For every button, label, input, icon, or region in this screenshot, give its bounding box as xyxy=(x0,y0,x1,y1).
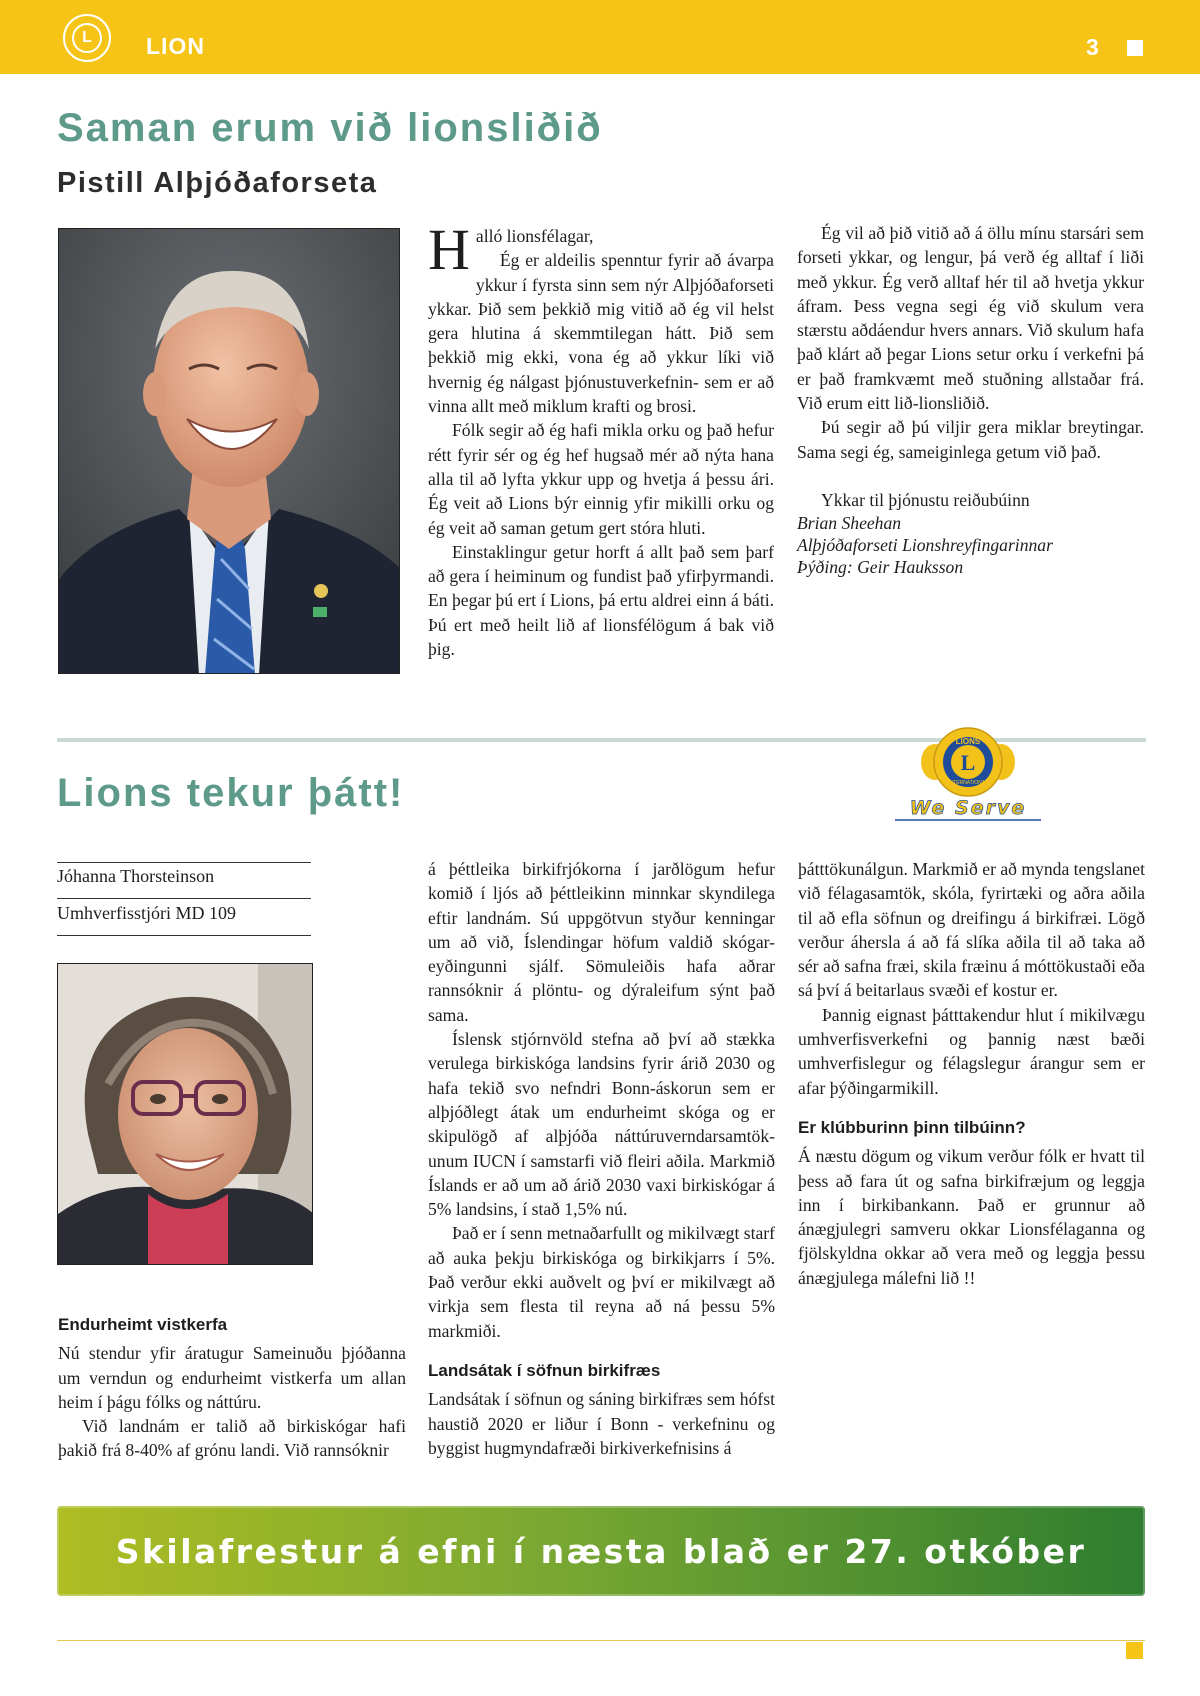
paragraph: á þéttleika birkifrjókorna í jarðlögum hefur komið í ljós að þéttleikinn minnkar skyndilega eftir landnám. Sú uppgötvun styður kenningar um að við, Íslendingar höfum valdið skógar-eyðingunni sjálf. Sömuleiðis hafa aðrar rannsóknir á plöntu- og dýraleifum sýnt það sama. xyxy=(428,859,775,1025)
article1-column-1 xyxy=(428,217,774,661)
article2-column-2 xyxy=(428,857,775,1460)
page-number: 3 xyxy=(1086,34,1099,60)
section-heading: Landsátak í söfnun birkifræs xyxy=(428,1360,661,1380)
author-portrait-photo xyxy=(57,963,313,1265)
paragraph: Einstaklingur getur horft á allt það sem þarf að gera í heiminum og fundist það yfirþyrmandi. En þegar þú ert í Lions, þá ertu aldrei einn á báti. Þú ert með heilt lið af lionsfélögum á bak við þig. xyxy=(428,541,774,660)
author-rule-top xyxy=(57,862,311,863)
paragraph: þátttökunálgun. Markmið er að mynda tengslanet við félagasamtök, skóla, fyrirtæki og aðra aðila til að efla söfnun og dreifingu á birkifræi. Lögð verður áhersla á að fá slíka aðila til að taka að sér að safna fræi, skila fræinu á móttökustaði eða sá því á beitarlaus svæði ef kostur er. xyxy=(798,859,1145,1001)
magazine-brand: LION xyxy=(146,33,205,59)
section-heading: Endurheimt vistkerfa xyxy=(58,1315,228,1334)
deadline-text: Skilafrestur á efni í næsta blað er 27. otkóber xyxy=(115,1531,1087,1571)
salutation: alló lionsfélagar, xyxy=(475,226,594,246)
article2-column-3 xyxy=(798,857,1145,1290)
signature-name: Brian Sheehan xyxy=(797,513,902,534)
paragraph: Nú stendur yfir áratugur Sameinuðu þjóðanna um verndun og endurheimt vistkerfa um allan heim í þágu fólks og náttúru. xyxy=(58,1343,406,1412)
page-marker-square xyxy=(1127,40,1143,56)
drop-cap: H xyxy=(428,217,470,282)
paragraph: Þú segir að þú viljir gera miklar breytingar. Sama segi ég, sameiginlega getum við það. xyxy=(797,417,1144,462)
author-role: Umhverfisstjóri MD 109 xyxy=(57,903,236,923)
footer-rule xyxy=(57,1640,1145,1641)
article1-subtitle: Pistill Alþjóðaforseta xyxy=(57,167,378,199)
deadline-banner xyxy=(57,1506,1145,1596)
article2-title: Lions tekur þátt! xyxy=(57,771,405,815)
paragraph: Það er í senn metnaðarfullt og mikilvægt starf að auka þekju birkiskóga og birkikjarrs í 5%. Það verður ekki auðvelt og því er mikilvægt að virkja sem flesta til reyna að ná þessu 5% markmiði. xyxy=(428,1223,775,1341)
author-rule-middle xyxy=(57,898,311,899)
closing-line: Ykkar til þjónustu reiðubúinn xyxy=(821,489,1030,510)
lions-we-serve-logo xyxy=(895,726,1041,826)
logo-letter: L xyxy=(960,750,976,775)
article2-column-1 xyxy=(58,1313,406,1463)
author-name: Jóhanna Thorsteinson xyxy=(57,866,215,886)
footer-marker-square xyxy=(1126,1642,1143,1659)
logo-ring-top: LIONS xyxy=(955,737,981,746)
president-portrait-photo xyxy=(58,228,400,674)
section-heading: Er klúbburinn þinn tilbúinn? xyxy=(798,1117,1026,1137)
paragraph: Ég vil að þið vitið að á öllu mínu starsári sem forseti ykkar, og lengur, þá verð ég alltaf í liði með ykkur. Ég verð alltaf hér til að hvetja ykkur áfram. Þess vegna segi ég við skulum vera stærstu aðdáendur hvers annars. Við skulum hafa það klárt að þegar Lions setur orku í verkefni þá er það framkvæmt með stuðning allstaðar frá. Við erum eitt lið-lionsliðið. xyxy=(797,223,1144,414)
paragraph: Þannig eignast þátttakendur hlut í mikilvægu umhverfisverkefni og þannig næst bæði umhverfislegur og félagslegur árangur sem er afar þýðingarmikill. xyxy=(798,1004,1145,1098)
paragraph: Fólk segir að ég hafi mikla orku og það hefur rétt fyrir sér og ég hef hugsað mér að nýta hana alla til að lyfta ykkur upp og hvetja á þessu ári. Ég veit að Lions býr einnig yfir mikilli orku og ég veit að saman getum gert stóra hluti. xyxy=(428,420,774,538)
paragraph: Við landnám er talið að birkiskógar hafi þakið frá 8-40% af grónu landi. Við rannsóknir xyxy=(58,1416,406,1461)
paragraph: Ég er aldeilis spenntur fyrir að ávarpa ykkur í fyrsta sinn sem nýr Alþjóðaforseti ykkar. Þið sem þekkið mig vitið að ég vil helst gera hlutina á skemmtilegan hátt. Þið sem þekkið mig ekki, vona ég að ykkur líki við hvernig ég nálgast þjónustuverkefnin- sem er að vinna allt með miklum krafti og brosi. xyxy=(428,250,774,417)
we-serve-text: We Serve xyxy=(909,797,1027,819)
signature-translator: Þýðing: Geir Hauksson xyxy=(797,557,964,578)
paragraph: Á næstu dögum og vikum verður fólk er hvatt til þess að fara út og safna birkifræjum og leggja inn í birkibankann. Það er grunnur að ánægjulegri samveru okkar Lionsfélaganna og fjölskyldna okkar að vera með og leggja þessu ánægjulega málefni lið !! xyxy=(798,1146,1145,1288)
lions-logo-icon xyxy=(63,14,111,62)
paragraph: Landsátak í söfnun og sáning birkifræs sem hófst haustið 2020 er liður í Bonn - verkefninu og byggist hugmyndafræði birkiverkefnisins á xyxy=(428,1389,775,1458)
logo-letter: L xyxy=(72,23,102,53)
logo-ring-bottom: INTERNATIONAL xyxy=(948,780,988,786)
signature-title: Alþjóðaforseti Lionshreyfingarinnar xyxy=(797,535,1053,556)
article1-title: Saman erum við lionsliðið xyxy=(57,106,603,150)
author-rule-bottom xyxy=(57,935,311,936)
paragraph: Íslensk stjórnvöld stefna að því að stækka verulega birkiskóga landsins fyrir árið 2030 og hafa tekið svo nefndri Bonn-áskorun sem er alþjóðlegt átak um endurheimt skóga og er skipulögð af alþjóða náttúruverndarsamtök-unum IUCN í samstarfi við fleiri aðila. Markmið Íslands er að um að árið 2030 vaxi birkiskógar á 5% landsins, í stað 1,5% nú. xyxy=(428,1029,775,1220)
article1-column-2 xyxy=(797,221,1144,578)
